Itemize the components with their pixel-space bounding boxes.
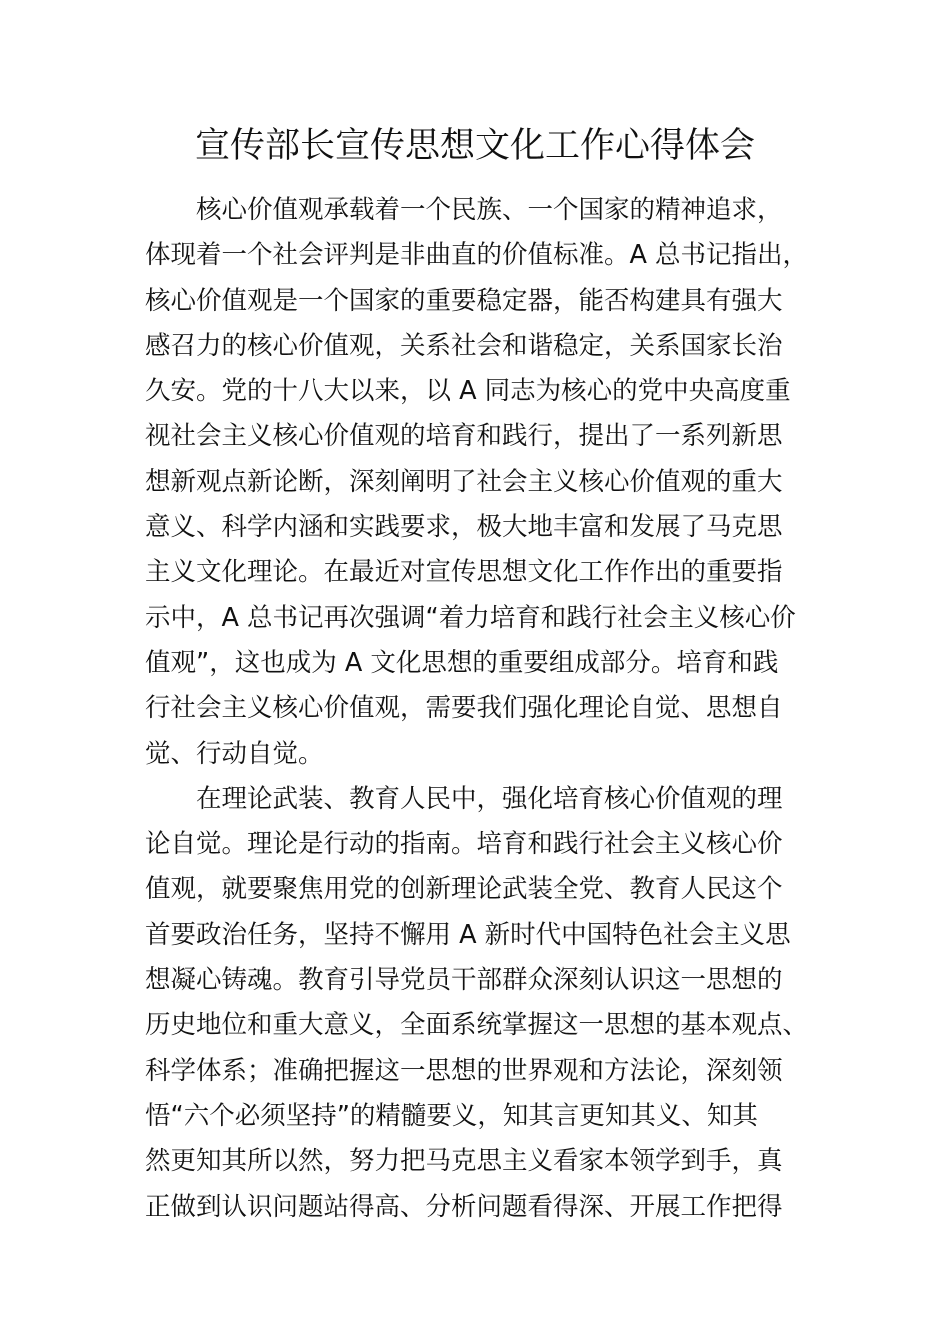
paragraph-line: 核心价值观是一个国家的重要稳定器，能否构建具有强大 — [145, 285, 783, 316]
paragraph-line: 正做到认识问题站得高、分析问题看得深、开展工作把得 — [145, 1191, 783, 1222]
paragraph-line: 意义、科学内涵和实践要求，极大地丰富和发展了马克思 — [145, 512, 783, 543]
paragraph-line: 觉、行动自觉。 — [145, 738, 324, 769]
paragraph-line: 值观”，这也成为 A 文化思想的重要组成部分。培育和践 — [145, 647, 779, 678]
paragraph-line: 历史地位和重大意义，全面系统掌握这一思想的基本观点、 — [145, 1010, 809, 1041]
paragraph-line: 悟“六个必须坚持”的精髓要义，知其言更知其义、知其 — [145, 1100, 758, 1131]
paragraph-line: 在理论武装、教育人民中，强化培育核心价值观的理 — [196, 783, 783, 814]
paragraph-2 — [145, 777, 809, 1230]
paragraph-line: 然更知其所以然，努力把马克思主义看家本领学到手，真 — [145, 1146, 783, 1177]
paragraph-line: 久安。党的十八大以来，以 A 同志为核心的党中央高度重 — [145, 376, 791, 407]
paragraph-line: 体现着一个社会评判是非曲直的价值标准。A 总书记指出， — [145, 240, 809, 271]
paragraph-line: 视社会主义核心价值观的培育和践行，提出了一系列新思 — [145, 421, 783, 452]
paragraph-line: 想新观点新论断，深刻阐明了社会主义核心价值观的重大 — [145, 466, 783, 497]
paragraph-line: 行社会主义核心价值观，需要我们强化理论自觉、思想自 — [145, 693, 783, 724]
paragraph-line: 主义文化理论。在最近对宣传思想文化工作作出的重要指 — [145, 557, 783, 588]
document-body — [145, 188, 809, 1230]
paragraph-line: 论自觉。理论是行动的指南。培育和践行社会主义核心价 — [145, 829, 783, 860]
paragraph-line: 核心价值观承载着一个民族、一个国家的精神追求， — [196, 195, 783, 225]
paragraph-line: 示中，A 总书记再次强调“着力培育和践行社会主义核心价 — [145, 602, 796, 633]
paragraph-line: 首要政治任务，坚持不懈用 A 新时代中国特色社会主义思 — [145, 919, 791, 950]
paragraph-1 — [145, 188, 809, 777]
paragraph-line: 科学体系；准确把握这一思想的世界观和方法论，深刻领 — [145, 1055, 783, 1086]
paragraph-line: 值观，就要聚焦用党的创新理论武装全党、教育人民这个 — [145, 874, 783, 905]
paragraph-line: 感召力的核心价值观，关系社会和谐稳定，关系国家长治 — [145, 330, 783, 361]
document-title: 宣传部长宣传思想文化工作心得体会 — [194, 126, 755, 166]
paragraph-line: 想凝心铸魂。教育引导党员干部群众深刻认识这一思想的 — [145, 965, 783, 996]
